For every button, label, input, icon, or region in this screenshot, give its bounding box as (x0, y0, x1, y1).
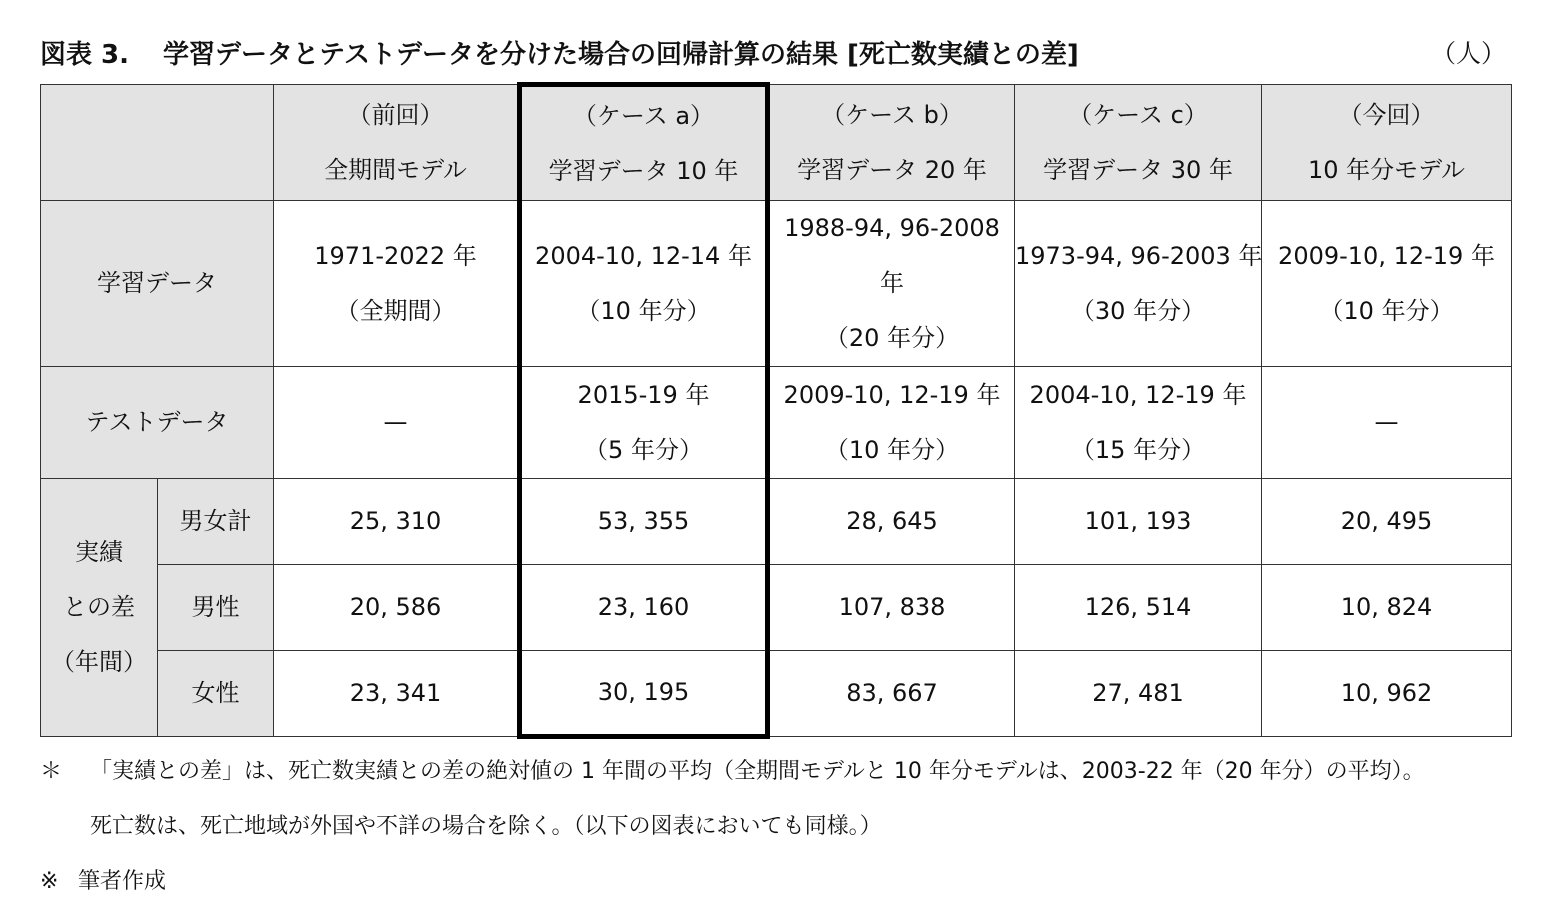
test-cell-current: — (1262, 367, 1512, 479)
row-label-male: 男性 (158, 565, 274, 651)
diff-row-total (41, 479, 1512, 565)
diff-row-male (41, 565, 1512, 651)
figure-title-text: 学習データとテストデータを分けた場合の回帰計算の結果 [死亡数実績との差] (163, 40, 1079, 70)
training-cell-case-a: 2004-10, 12-14 年 （10 年分） (520, 201, 768, 367)
results-table (40, 82, 1512, 739)
test-cell-case-b: 2009-10, 12-19 年 （10 年分） (768, 367, 1015, 479)
figure-title (40, 34, 1079, 71)
diff-total-case-c: 101, 193 (1015, 479, 1262, 565)
header-row (41, 85, 1512, 201)
diff-row-female (41, 651, 1512, 737)
header-cell-case-b: （ケース b） 学習データ 20 年 (768, 85, 1015, 201)
diff-total-case-b: 28, 645 (768, 479, 1015, 565)
footnote-2-mark: ※ (40, 869, 59, 894)
footnote-1 (40, 754, 1425, 785)
diff-female-current: 10, 962 (1262, 651, 1512, 737)
row-label-female: 女性 (158, 651, 274, 737)
test-cell-case-c: 2004-10, 12-19 年 （15 年分） (1015, 367, 1262, 479)
diff-total-previous: 25, 310 (274, 479, 520, 565)
training-cell-previous: 1971-2022 年 （全期間） (274, 201, 520, 367)
row-label-training: 学習データ (41, 201, 274, 367)
diff-female-case-a: 30, 195 (520, 651, 768, 737)
test-data-row (41, 367, 1512, 479)
header-cell-case-c: （ケース c） 学習データ 30 年 (1015, 85, 1262, 201)
diff-female-case-b: 83, 667 (768, 651, 1015, 737)
footnote-2-text: 筆者作成 (78, 869, 167, 894)
diff-male-previous: 20, 586 (274, 565, 520, 651)
training-cell-case-b: 1988-94, 96-2008 年 （20 年分） (768, 201, 1015, 367)
header-cell-current: （今回） 10 年分モデル (1262, 85, 1512, 201)
diff-female-case-c: 27, 481 (1015, 651, 1262, 737)
footnote-1-mark: ＊ (40, 759, 63, 784)
header-cell-previous: （前回） 全期間モデル (274, 85, 520, 201)
diff-male-case-b: 107, 838 (768, 565, 1015, 651)
test-cell-previous: — (274, 367, 520, 479)
footnote-2 (40, 864, 166, 895)
diff-female-previous: 23, 341 (274, 651, 520, 737)
row-label-test: テストデータ (41, 367, 274, 479)
row-group-label-diff: 実績 との差 （年間） (41, 479, 158, 737)
figure-number: 図表 3. (40, 40, 130, 70)
header-corner-cell (41, 85, 274, 201)
unit-label: （人） (1430, 39, 1506, 68)
diff-total-case-a: 53, 355 (520, 479, 768, 565)
diff-total-current: 20, 495 (1262, 479, 1512, 565)
diff-male-case-a: 23, 160 (520, 565, 768, 651)
header-cell-case-a: （ケース a） 学習データ 10 年 (520, 85, 768, 201)
footnote-1-text: 「実績との差」は、死亡数実績との差の絶対値の 1 年間の平均（全期間モデルと 10 年分モデルは、2003-22 年（20 年分）の平均）。 (90, 759, 1425, 784)
test-cell-case-a: 2015-19 年 （5 年分） (520, 367, 768, 479)
training-cell-case-c: 1973-94, 96-2003 年 （30 年分） (1015, 201, 1262, 367)
training-data-row (41, 201, 1512, 367)
row-label-total: 男女計 (158, 479, 274, 565)
training-cell-current: 2009-10, 12-19 年 （10 年分） (1262, 201, 1512, 367)
diff-male-case-c: 126, 514 (1015, 565, 1262, 651)
diff-male-current: 10, 824 (1262, 565, 1512, 651)
footnote-1-continuation: 死亡数は、死亡地域が外国や不詳の場合を除く。（以下の図表においても同様。） (90, 814, 882, 839)
